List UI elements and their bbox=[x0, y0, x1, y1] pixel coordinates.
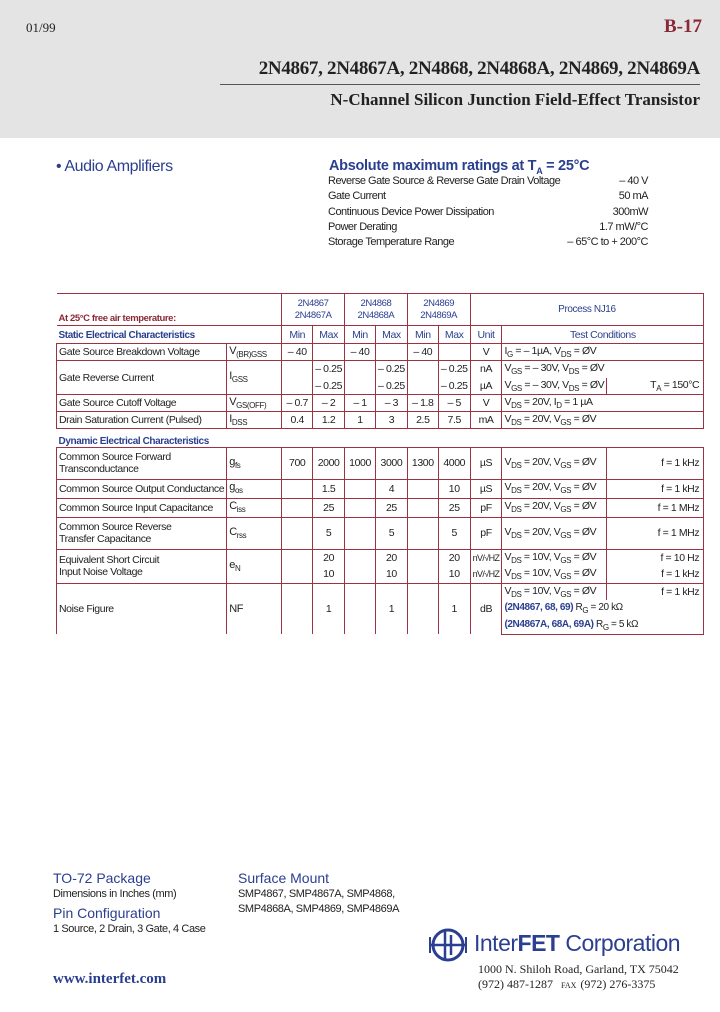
symbol-ciss: $C_{iss}$ bbox=[227, 498, 282, 517]
table-row bbox=[57, 361, 704, 378]
cell-igss2-max3: – 0.25 bbox=[438, 378, 470, 395]
cond-en2: $V_{DS} = 10V$, $V_{GS}$ = ØV bbox=[502, 566, 607, 583]
group-3-part-b: 2N4869A bbox=[420, 309, 458, 321]
cell-bv-max1 bbox=[313, 344, 345, 361]
cell-bv-min1: – 40 bbox=[282, 344, 313, 361]
subtitle: N-Channel Silicon Junction Field-Effect Transistor bbox=[330, 90, 700, 109]
cond-bv: $I_G$ = – 1µA, $V_{DS}$ = ØV bbox=[502, 344, 704, 361]
feature-bullet: • Audio Amplifiers bbox=[56, 158, 173, 175]
company-address: 1000 N. Shiloh Road, Garland, TX 75042 bbox=[478, 962, 679, 976]
rating-label: Continuous Device Power Dissipation bbox=[328, 205, 494, 218]
cell-crss-max1: 5 bbox=[313, 517, 345, 549]
cell-ciss-max1: 25 bbox=[313, 498, 345, 517]
cond-gos: $V_{DS} = 20V$, $V_{GS}$ = ØV bbox=[502, 479, 607, 498]
cell-idss-min1: 0.4 bbox=[282, 412, 313, 429]
head-max-3: Max bbox=[438, 326, 470, 344]
group-2-part-a: 2N4868 bbox=[360, 297, 392, 309]
cell-ciss-unit: pF bbox=[470, 498, 502, 517]
cell-vgs-min2: – 1 bbox=[345, 395, 376, 412]
cell-en2-max3: 10 bbox=[438, 566, 470, 583]
cell-en1-unit: nV/√HZ bbox=[470, 549, 502, 566]
cell-igss1-max3: – 0.25 bbox=[438, 361, 470, 378]
pin-config-title: Pin Configuration bbox=[53, 905, 161, 921]
rating-row bbox=[328, 190, 650, 205]
cell-nf-max2: 1 bbox=[376, 583, 408, 634]
cond-crss: $V_{DS} = 20V$, $V_{GS}$ = ØV bbox=[502, 517, 607, 549]
rating-label: Power Derating bbox=[328, 220, 397, 233]
company-name: InterFET Corporation bbox=[474, 930, 681, 956]
cond-igss2: $V_{GS}$ = – 30V, $V_{DS}$ = ØV bbox=[502, 378, 607, 395]
extra-igss2: $T_A = 150^\circ C$ bbox=[607, 378, 704, 395]
param-idss: Drain Saturation Current (Pulsed) bbox=[57, 412, 227, 429]
rating-row bbox=[328, 236, 650, 251]
freq-ciss: f = 1 MHz bbox=[607, 498, 704, 517]
cond-idss: $V_{DS} = 20V$, $V_{GS}$ = ØV bbox=[502, 412, 704, 429]
cell-igss2-max2: – 0.25 bbox=[376, 378, 408, 395]
cell-gfs-max1: 2000 bbox=[313, 447, 345, 479]
symbol-bv: $V_{(BR)GSS}$ bbox=[227, 344, 282, 361]
cell-bv-max3 bbox=[438, 344, 470, 361]
param-gfs: Common Source Forward Transconductance bbox=[57, 447, 227, 479]
symbol-vgs: $V_{GS(OFF)}$ bbox=[227, 395, 282, 412]
cell-vgs-max3: – 5 bbox=[438, 395, 470, 412]
cell-en1-min1 bbox=[282, 549, 313, 566]
website-link[interactable]: www.interfet.com bbox=[53, 971, 167, 987]
rating-value: 1.7 mW/°C bbox=[599, 220, 648, 233]
cell-vgs-max2: – 3 bbox=[376, 395, 408, 412]
cell-nf-max3: 1 bbox=[438, 583, 470, 634]
cell-gfs-max3: 4000 bbox=[438, 447, 470, 479]
rating-value: 300mW bbox=[612, 205, 648, 218]
cell-en1-max1: 20 bbox=[313, 549, 345, 566]
cell-nf-min1 bbox=[282, 583, 313, 634]
cell-igss1-min1 bbox=[282, 361, 313, 378]
cell-en2-max2: 10 bbox=[376, 566, 408, 583]
cell-bv-min2: – 40 bbox=[345, 344, 376, 361]
cell-igss1-unit: nA bbox=[470, 361, 502, 378]
cell-gos-min3 bbox=[407, 479, 438, 498]
table-row bbox=[57, 447, 704, 479]
rating-value: 50 mA bbox=[618, 190, 648, 203]
rating-label: Storage Temperature Range bbox=[328, 236, 455, 249]
cell-igss2-max1: – 0.25 bbox=[313, 378, 345, 395]
cell-gos-max1: 1.5 bbox=[313, 479, 345, 498]
cell-nf-min3 bbox=[407, 583, 438, 634]
cell-bv-min3: – 40 bbox=[407, 344, 438, 361]
group-1-header bbox=[282, 294, 345, 326]
symbol-gos: $g_{os}$ bbox=[227, 479, 282, 498]
cell-en2-min3 bbox=[407, 566, 438, 583]
cell-crss-max2: 5 bbox=[376, 517, 408, 549]
table-row bbox=[57, 517, 704, 549]
cell-bv-max2 bbox=[376, 344, 408, 361]
symbol-en1: $e_N$ bbox=[227, 549, 282, 583]
package-title: TO-72 Package bbox=[53, 870, 151, 886]
table-row bbox=[57, 395, 704, 412]
temp-note-cell bbox=[57, 294, 227, 326]
head-min-2: Min bbox=[345, 326, 376, 344]
freq-en1: f = 10 Hz bbox=[607, 549, 704, 566]
table-row bbox=[57, 479, 704, 498]
freq-crss: f = 1 MHz bbox=[607, 517, 704, 549]
cell-ciss-min1 bbox=[282, 498, 313, 517]
cell-idss-max1: 1.2 bbox=[313, 412, 345, 429]
cell-vgs-min1: – 0.7 bbox=[282, 395, 313, 412]
pin-config-text: 1 Source, 2 Drain, 3 Gate, 4 Case bbox=[53, 923, 206, 935]
surface-mount-line-1: SMP4867, SMP4867A, SMP4868, bbox=[238, 888, 395, 900]
cond-nf: $V_{DS} = 10V$, $V_{GS}$ = ØV bbox=[502, 583, 607, 600]
param-igss1: Gate Reverse Current bbox=[57, 361, 227, 395]
group-3-part-a: 2N4869 bbox=[423, 297, 455, 309]
cond-igss1: $V_{GS}$ = – 30V, $V_{DS}$ = ØV bbox=[502, 361, 704, 378]
cell-en1-max2: 20 bbox=[376, 549, 408, 566]
param-gos: Common Source Output Conductance bbox=[57, 479, 227, 498]
nf-note-1: (2N4867, 68, 69) $R_G = 20$ kΩ bbox=[502, 600, 704, 617]
surface-mount-line-2: SMP4868A, SMP4869, SMP4869A bbox=[238, 903, 400, 915]
process-label: Process NJ16 bbox=[470, 294, 704, 326]
symbol-nf: NF bbox=[227, 583, 282, 634]
param-nf: Noise Figure bbox=[57, 583, 227, 634]
cell-idss-max3: 7.5 bbox=[438, 412, 470, 429]
cell-igss1-min3 bbox=[407, 361, 438, 378]
cell-gfs-min3: 1300 bbox=[407, 447, 438, 479]
cell-ciss-max2: 25 bbox=[376, 498, 408, 517]
cond-gfs: $V_{DS} = 20V$, $V_{GS}$ = ØV bbox=[502, 447, 607, 479]
issue-date: 01/99 bbox=[26, 20, 56, 35]
cell-igss1-max2: – 0.25 bbox=[376, 361, 408, 378]
param-en1: Equivalent Short Circuit Input Noise Voltage bbox=[57, 549, 227, 583]
cell-gfs-min1: 700 bbox=[282, 447, 313, 479]
freq-gfs: f = 1 kHz bbox=[607, 447, 704, 479]
freq-gos: f = 1 kHz bbox=[607, 479, 704, 498]
head-max-1: Max bbox=[313, 326, 345, 344]
cell-en1-min3 bbox=[407, 549, 438, 566]
cell-crss-max3: 5 bbox=[438, 517, 470, 549]
cell-igss2-min2 bbox=[345, 378, 376, 395]
cell-gfs-unit: µS bbox=[470, 447, 502, 479]
rating-row bbox=[328, 221, 650, 236]
cell-igss2-unit: µA bbox=[470, 378, 502, 395]
cell-nf-min2 bbox=[345, 583, 376, 634]
cell-idss-unit: mA bbox=[470, 412, 502, 429]
cell-en1-max3: 20 bbox=[438, 549, 470, 566]
freq-en2: f = 1 kHz bbox=[607, 566, 704, 583]
cell-en2-min1 bbox=[282, 566, 313, 583]
cell-bv-unit: V bbox=[470, 344, 502, 361]
param-ciss: Common Source Input Capacitance bbox=[57, 498, 227, 517]
dynamic-title: Dynamic Electrical Characteristics bbox=[57, 435, 704, 448]
cell-gos-unit: µS bbox=[470, 479, 502, 498]
cell-idss-min2: 1 bbox=[345, 412, 376, 429]
cell-vgs-unit: V bbox=[470, 395, 502, 412]
table-row bbox=[57, 549, 704, 566]
surface-mount-title: Surface Mount bbox=[238, 870, 330, 886]
ratings-title: Absolute maximum ratings at $T_A = 25^\circ C$ bbox=[329, 158, 590, 176]
cell-igss1-max1: – 0.25 bbox=[313, 361, 345, 378]
table-row bbox=[57, 583, 704, 600]
cell-igss2-min1 bbox=[282, 378, 313, 395]
cell-nf-max1: 1 bbox=[313, 583, 345, 634]
rating-row bbox=[328, 206, 650, 221]
head-min-3: Min bbox=[407, 326, 438, 344]
cell-ciss-max3: 25 bbox=[438, 498, 470, 517]
cell-crss-min2 bbox=[345, 517, 376, 549]
group-1-part-b: 2N4867A bbox=[294, 309, 332, 321]
table-row bbox=[57, 344, 704, 361]
cell-idss-min3: 2.5 bbox=[407, 412, 438, 429]
cell-idss-max2: 3 bbox=[376, 412, 408, 429]
spec-table bbox=[56, 293, 704, 635]
static-title: Static Electrical Characteristics bbox=[57, 326, 227, 344]
cell-igss2-min3 bbox=[407, 378, 438, 395]
group-3-header bbox=[407, 294, 470, 326]
cell-gos-max3: 10 bbox=[438, 479, 470, 498]
cell-gos-min2 bbox=[345, 479, 376, 498]
cond-en1: $V_{DS} = 10V$, $V_{GS}$ = ØV bbox=[502, 549, 607, 566]
group-2-header bbox=[345, 294, 408, 326]
cell-gos-max2: 4 bbox=[376, 479, 408, 498]
cell-crss-min3 bbox=[407, 517, 438, 549]
head-conditions: Test Conditions bbox=[502, 326, 704, 344]
symbol-crss: $C_{rss}$ bbox=[227, 517, 282, 549]
head-min-1: Min bbox=[282, 326, 313, 344]
temp-note: At 25°C free air temperature: bbox=[58, 313, 176, 324]
param-crss: Common Source Reverse Transfer Capacitance bbox=[57, 517, 227, 549]
cell-crss-min1 bbox=[282, 517, 313, 549]
cell-ciss-min2 bbox=[345, 498, 376, 517]
part-numbers: 2N4867, 2N4867A, 2N4868, 2N4868A, 2N4869, 2N4869A bbox=[258, 58, 700, 79]
param-bv: Gate Source Breakdown Voltage bbox=[57, 344, 227, 361]
cell-crss-unit: pF bbox=[470, 517, 502, 549]
cell-ciss-min3 bbox=[407, 498, 438, 517]
group-2-part-b: 2N4868A bbox=[357, 309, 395, 321]
table-row bbox=[57, 412, 704, 429]
page-number: B-17 bbox=[664, 16, 702, 37]
cell-vgs-max1: – 2 bbox=[313, 395, 345, 412]
head-max-2: Max bbox=[376, 326, 408, 344]
symbol-igss1: $I_{GSS}$ bbox=[227, 361, 282, 395]
cell-en2-max1: 10 bbox=[313, 566, 345, 583]
nf-note-2: (2N4867A, 68A, 69A) $R_G = 5$ kΩ bbox=[502, 617, 704, 634]
rating-value: – 40 V bbox=[619, 175, 648, 187]
interfet-logo-icon bbox=[428, 925, 468, 965]
group-1-part-a: 2N4867 bbox=[297, 297, 329, 309]
header-rule bbox=[220, 84, 700, 85]
package-dimensions: Dimensions in Inches (mm) bbox=[53, 888, 177, 900]
cell-gfs-max2: 3000 bbox=[376, 447, 408, 479]
rating-label: Reverse Gate Source & Reverse Gate Drain Voltage bbox=[328, 175, 561, 187]
cell-vgs-min3: – 1.8 bbox=[407, 395, 438, 412]
cell-en1-min2 bbox=[345, 549, 376, 566]
table-row bbox=[57, 498, 704, 517]
head-unit: Unit bbox=[470, 326, 502, 344]
rating-label: Gate Current bbox=[328, 190, 386, 203]
cell-gos-min1 bbox=[282, 479, 313, 498]
cell-igss1-min2 bbox=[345, 361, 376, 378]
cond-ciss: $V_{DS} = 20V$, $V_{GS}$ = ØV bbox=[502, 498, 607, 517]
cell-en2-min2 bbox=[345, 566, 376, 583]
symbol-idss: $I_{DSS}$ bbox=[227, 412, 282, 429]
cell-gfs-min2: 1000 bbox=[345, 447, 376, 479]
company-phone: (972) 487-1287 FAX (972) 276-3375 bbox=[478, 977, 656, 991]
freq-nf: f = 1 kHz bbox=[607, 583, 704, 600]
cell-en2-unit: nV/√HZ bbox=[470, 566, 502, 583]
rating-row bbox=[328, 175, 650, 190]
cond-vgs: $V_{DS} = 20V$, $I_D = 1$ µA bbox=[502, 395, 704, 412]
cell-nf-unit: dB bbox=[470, 583, 502, 634]
rating-value: – 65°C to + 200°C bbox=[567, 236, 648, 249]
symbol-gfs: $g_{fs}$ bbox=[227, 447, 282, 479]
param-vgs: Gate Source Cutoff Voltage bbox=[57, 395, 227, 412]
